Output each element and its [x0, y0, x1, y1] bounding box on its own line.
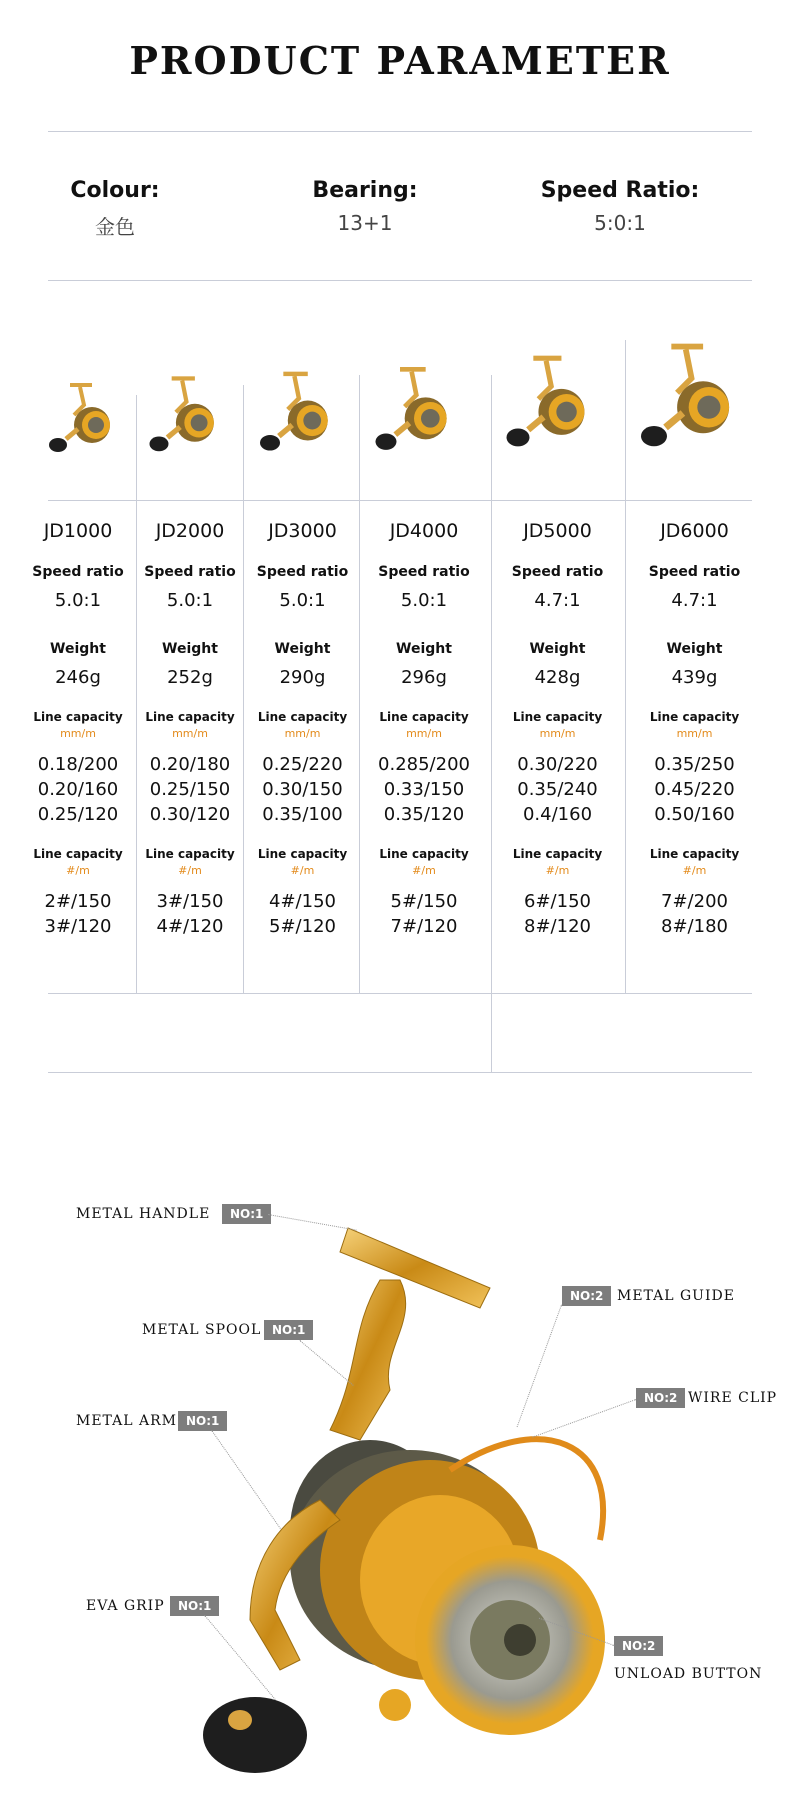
- unit-mm: mm/m: [60, 727, 96, 740]
- mm-capacity: 0.18/200: [37, 754, 119, 775]
- model-name: JD1000: [43, 520, 113, 542]
- mm-capacity-list: [250, 752, 355, 827]
- column-divider: [359, 375, 360, 993]
- mm-capacity: 0.35/250: [654, 754, 735, 775]
- weight-label: Weight: [274, 641, 331, 657]
- speed-ratio-label: Speed ratio: [32, 564, 124, 580]
- hash-capacity-list: [140, 889, 240, 939]
- unit-mm: mm/m: [284, 727, 321, 740]
- hash-capacity: 7#/120: [390, 916, 458, 937]
- line-capacity-label: Line capacity: [33, 847, 123, 861]
- badge-unload-button: NO:2: [614, 1636, 663, 1656]
- reel-thumbnail-jd5000: [495, 348, 610, 463]
- model-name: JD3000: [268, 520, 337, 542]
- unit-hash: #/m: [545, 864, 570, 877]
- line-capacity-label: Line capacity: [512, 710, 603, 724]
- hash-capacity: 2#/150: [44, 891, 112, 912]
- callout-label-eva-grip: EVA GRIP: [86, 1598, 165, 1614]
- hash-capacity: 8#/120: [524, 916, 591, 937]
- reel-thumbnail-jd4000: [365, 360, 470, 465]
- callout-label-metal-arm: METAL ARM: [76, 1413, 177, 1429]
- line-capacity-label: Line capacity: [649, 847, 740, 861]
- line-capacity-label: Line capacity: [257, 847, 348, 861]
- mm-capacity: 0.35/100: [262, 804, 343, 825]
- unit-hash: #/m: [290, 864, 315, 877]
- hash-capacity: 3#/120: [44, 916, 112, 937]
- reel-thumbnail-jd3000: [250, 365, 350, 465]
- mm-capacity: 0.45/220: [654, 779, 735, 800]
- badge-eva-grip: NO:1: [170, 1596, 219, 1616]
- column-divider: [491, 375, 492, 1072]
- speed-ratio-label: Speed ratio: [511, 564, 604, 580]
- badge-metal-spool: NO:1: [264, 1320, 313, 1340]
- model-name: JD6000: [660, 520, 729, 542]
- spec-bearing: [290, 178, 440, 235]
- hash-capacity-list: [250, 889, 355, 939]
- unit-mm: mm/m: [539, 727, 576, 740]
- spec-label: Bearing:: [312, 178, 418, 203]
- model-column-jd3000: [250, 520, 355, 939]
- mm-capacity: 0.25/220: [262, 754, 343, 775]
- reel-thumbnail-jd1000: [40, 375, 130, 465]
- unit-hash: #/m: [66, 864, 90, 877]
- unit-hash: #/m: [178, 864, 202, 877]
- mm-capacity: 0.20/180: [149, 754, 231, 775]
- unit-mm: mm/m: [172, 727, 208, 740]
- speed-ratio-label: Speed ratio: [144, 564, 236, 580]
- column-divider: [136, 395, 137, 993]
- weight-label: Weight: [50, 641, 106, 657]
- weight-value: 290g: [279, 667, 326, 688]
- divider: [48, 280, 752, 281]
- spec-value: 13+1: [337, 211, 393, 235]
- weight-value: 296g: [401, 667, 447, 688]
- mm-capacity-list: [140, 752, 240, 827]
- mm-capacity: 0.50/160: [654, 804, 735, 825]
- callout-label-metal-spool: METAL SPOOL: [142, 1322, 262, 1338]
- badge-wire-clip: NO:2: [636, 1388, 685, 1408]
- line-capacity-label: Line capacity: [257, 710, 348, 724]
- spec-value: 金色: [95, 215, 135, 239]
- reel-thumbnail-jd6000: [628, 335, 758, 465]
- mm-capacity: 0.4/160: [522, 804, 593, 825]
- model-column-jd6000: [632, 520, 757, 939]
- speed-ratio-label: Speed ratio: [256, 564, 349, 580]
- model-name: JD2000: [155, 520, 225, 542]
- weight-value: 252g: [167, 667, 213, 688]
- speed-ratio-value: 5.0:1: [54, 590, 102, 611]
- line-capacity-label: Line capacity: [379, 710, 469, 724]
- mm-capacity: 0.30/150: [262, 779, 343, 800]
- badge-metal-guide: NO:2: [562, 1286, 611, 1306]
- line-capacity-label: Line capacity: [145, 710, 235, 724]
- weight-label: Weight: [666, 641, 723, 657]
- hash-capacity-list: [632, 889, 757, 939]
- mm-capacity: 0.33/150: [383, 779, 465, 800]
- reel-thumbnail-jd2000: [140, 370, 235, 465]
- speed-ratio-label: Speed ratio: [378, 564, 470, 580]
- page-title: PRODUCT PARAMETER: [129, 38, 671, 83]
- hash-capacity: 4#/150: [269, 891, 336, 912]
- badge-metal-handle: NO:1: [222, 1204, 271, 1224]
- mm-capacity-list: [495, 752, 620, 827]
- unit-mm: mm/m: [406, 727, 442, 740]
- mm-capacity: 0.285/200: [378, 754, 470, 775]
- weight-label: Weight: [529, 641, 586, 657]
- callout-label-unload-button: UNLOAD BUTTON: [614, 1666, 763, 1682]
- spec-label: Colour:: [70, 178, 160, 203]
- speed-ratio-value: 4.7:1: [671, 590, 718, 611]
- unit-mm: mm/m: [676, 727, 713, 740]
- hash-capacity-list: [28, 889, 128, 939]
- hash-capacity: 3#/150: [156, 891, 224, 912]
- hash-capacity: 4#/120: [156, 916, 224, 937]
- model-name: JD5000: [523, 520, 592, 542]
- hash-capacity: 8#/180: [661, 916, 728, 937]
- mm-capacity-list: [365, 752, 483, 827]
- weight-value: 246g: [55, 667, 101, 688]
- mm-capacity-list: [632, 752, 757, 827]
- line-capacity-label: Line capacity: [33, 710, 123, 724]
- model-column-jd2000: [140, 520, 240, 939]
- spec-speed-ratio: [520, 178, 720, 235]
- spec-colour: [40, 178, 190, 240]
- mm-capacity: 0.25/120: [37, 804, 119, 825]
- table-divider: [48, 993, 752, 994]
- mm-capacity: 0.20/160: [37, 779, 119, 800]
- callout-label-metal-handle: METAL HANDLE: [76, 1206, 211, 1222]
- divider: [48, 131, 752, 132]
- unit-hash: #/m: [682, 864, 707, 877]
- model-column-jd5000: [495, 520, 620, 939]
- hash-capacity: 7#/200: [661, 891, 728, 912]
- model-name: JD4000: [389, 520, 459, 542]
- mm-capacity-list: [28, 752, 128, 827]
- weight-label: Weight: [396, 641, 452, 657]
- badge-metal-arm: NO:1: [178, 1411, 227, 1431]
- weight-label: Weight: [162, 641, 218, 657]
- table-divider: [48, 500, 752, 501]
- speed-ratio-value: 4.7:1: [534, 590, 581, 611]
- callout-label-metal-guide: METAL GUIDE: [617, 1288, 735, 1304]
- callout-label-wire-clip: WIRE CLIP: [688, 1390, 778, 1406]
- line-capacity-label: Line capacity: [379, 847, 469, 861]
- table-divider: [48, 1072, 752, 1073]
- mm-capacity: 0.30/120: [149, 804, 231, 825]
- speed-ratio-label: Speed ratio: [648, 564, 741, 580]
- line-capacity-label: Line capacity: [649, 710, 740, 724]
- mm-capacity: 0.30/220: [517, 754, 598, 775]
- mm-capacity: 0.35/240: [517, 779, 598, 800]
- mm-capacity: 0.25/150: [149, 779, 231, 800]
- spec-value: 5:0:1: [594, 211, 646, 235]
- weight-value: 428g: [534, 667, 581, 688]
- model-column-jd4000: [365, 520, 483, 939]
- speed-ratio-value: 5.0:1: [279, 590, 326, 611]
- line-capacity-label: Line capacity: [145, 847, 235, 861]
- speed-ratio-value: 5.0:1: [400, 590, 448, 611]
- unit-hash: #/m: [412, 864, 436, 877]
- speed-ratio-value: 5.0:1: [166, 590, 214, 611]
- hash-capacity: 5#/120: [269, 916, 336, 937]
- column-divider: [625, 340, 626, 993]
- model-column-jd1000: [28, 520, 128, 939]
- hash-capacity-list: [365, 889, 483, 939]
- hash-capacity: 6#/150: [524, 891, 591, 912]
- weight-value: 439g: [671, 667, 718, 688]
- mm-capacity: 0.35/120: [383, 804, 465, 825]
- spec-label: Speed Ratio:: [540, 178, 700, 203]
- column-divider: [243, 385, 244, 993]
- line-capacity-label: Line capacity: [512, 847, 603, 861]
- hash-capacity-list: [495, 889, 620, 939]
- hash-capacity: 5#/150: [390, 891, 458, 912]
